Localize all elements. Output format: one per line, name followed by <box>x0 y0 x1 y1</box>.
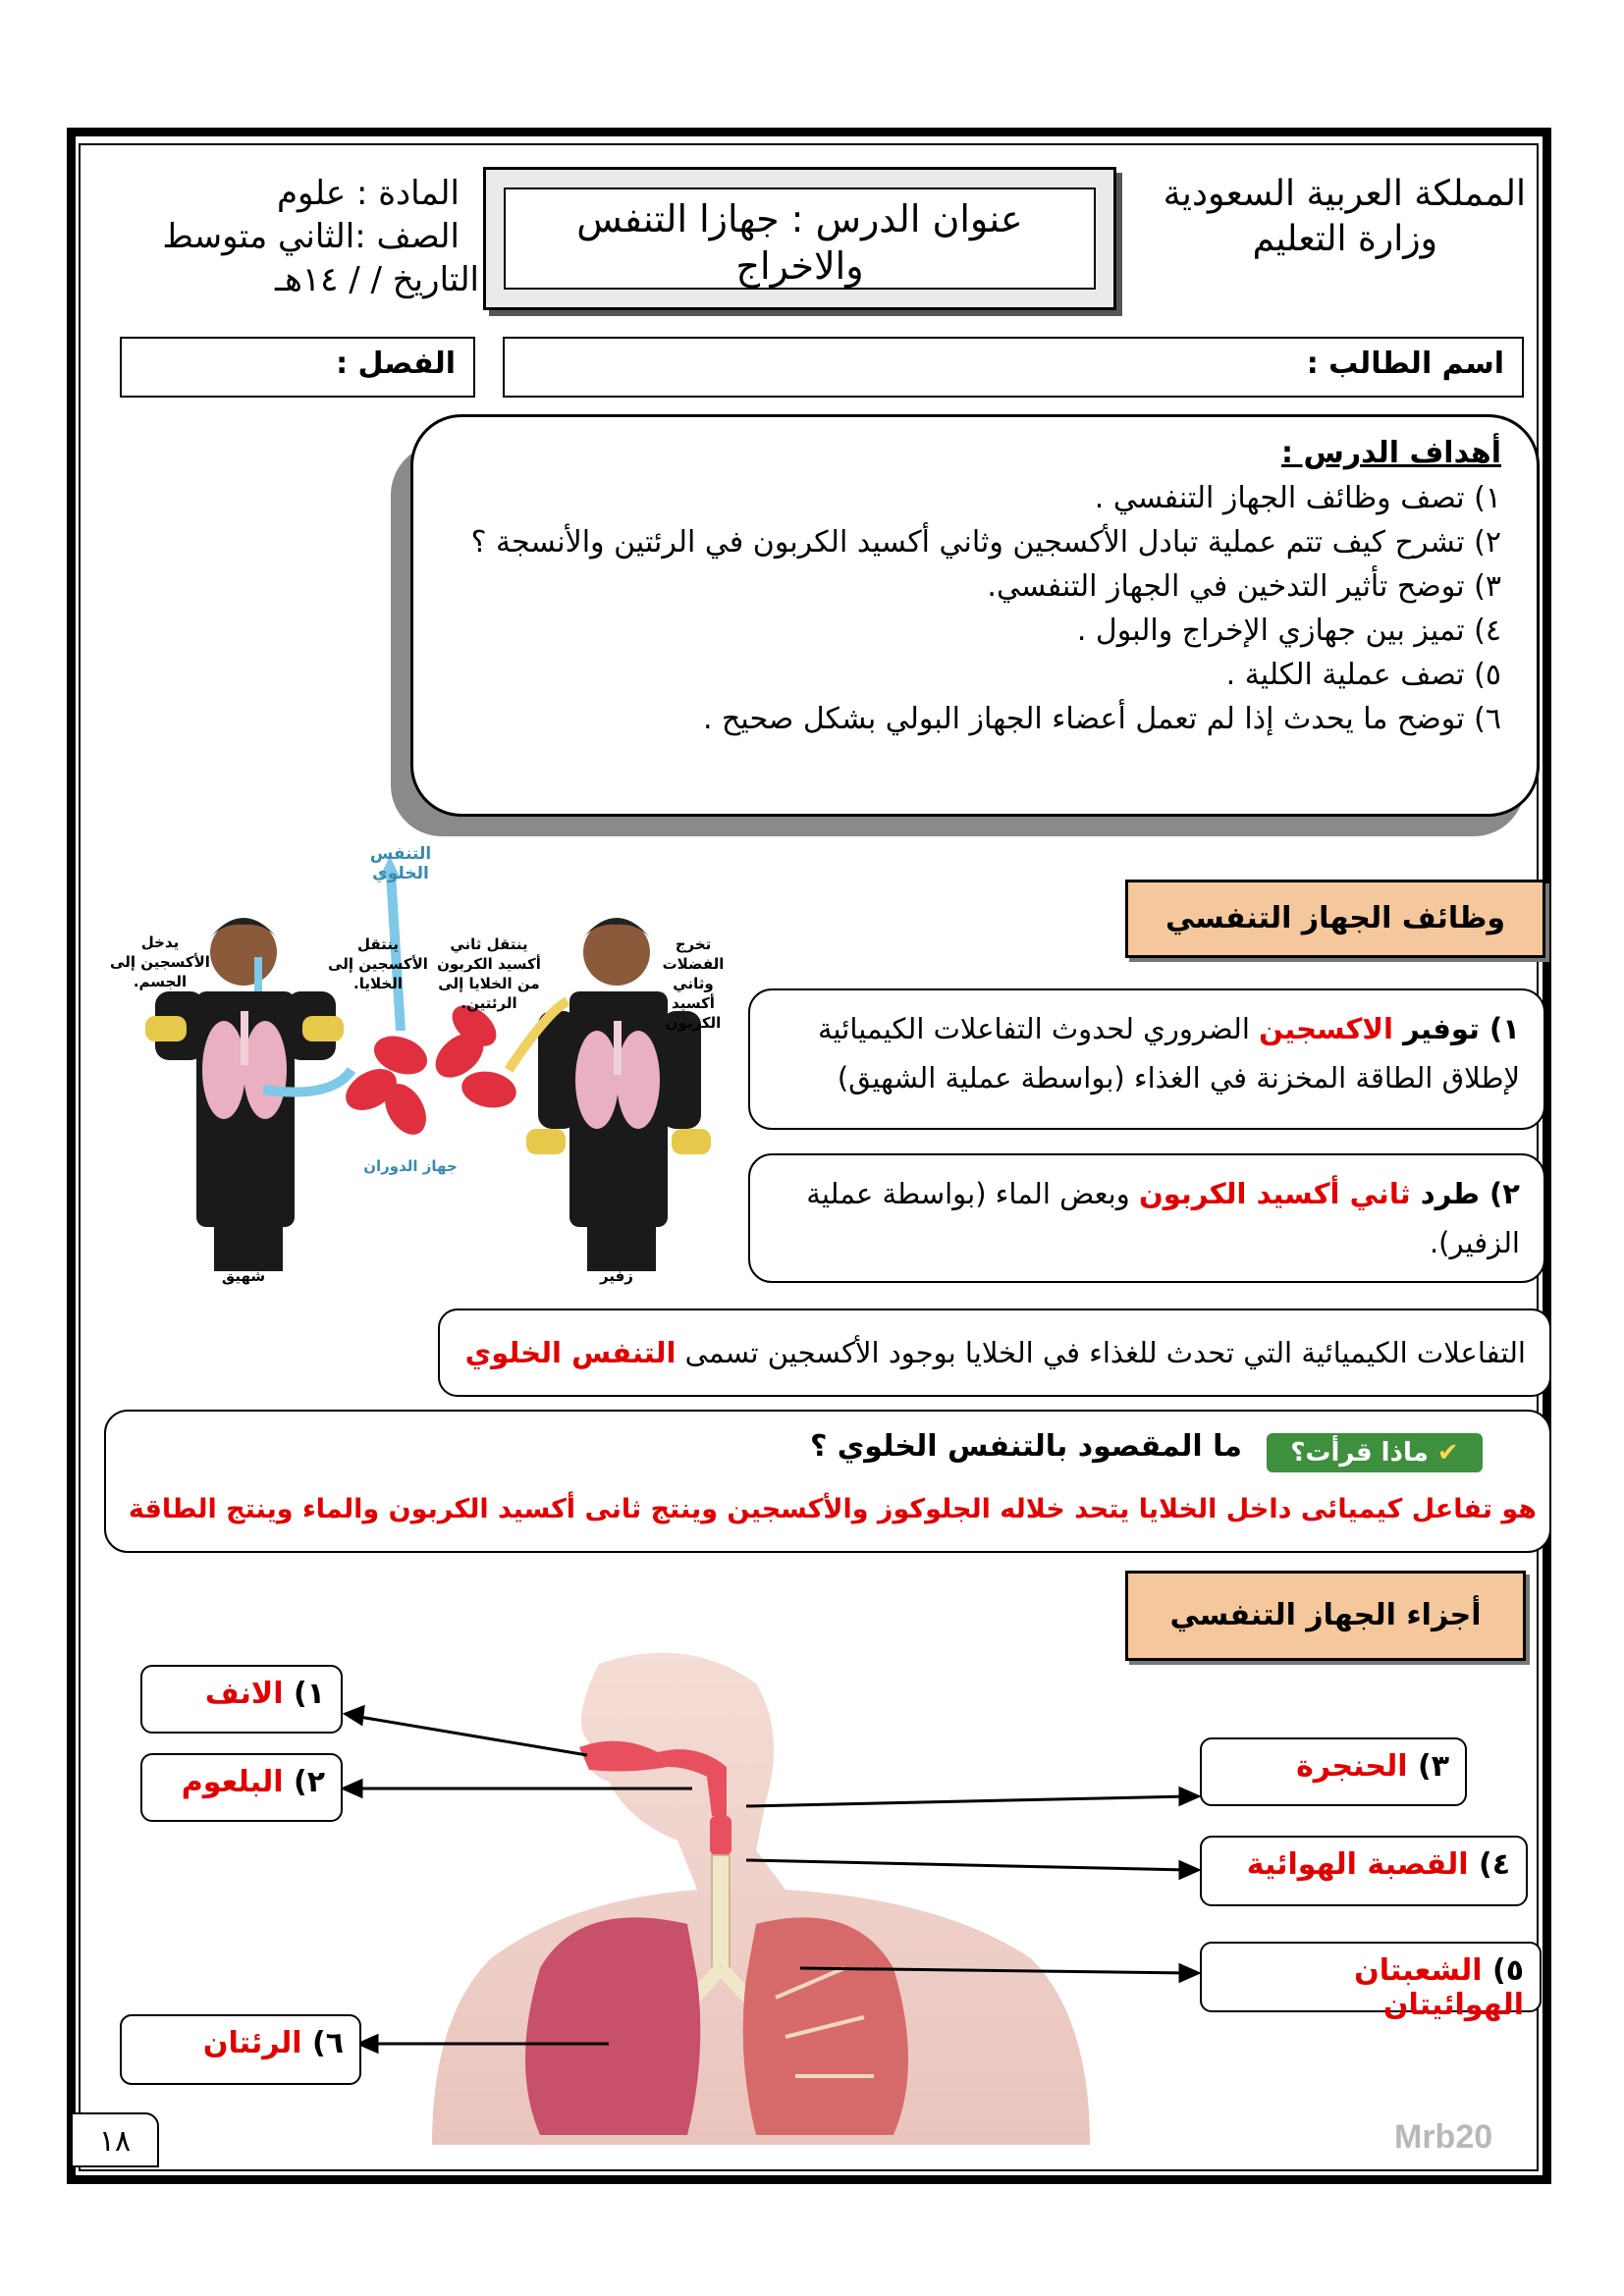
figure-inhale-label: شهيق <box>221 1267 266 1285</box>
function-2-keyword: ثاني أكسيد الكربون <box>1138 1177 1411 1210</box>
figure-oxygen-enters-label: يدخل الأكسجين إلى الجسم. <box>110 934 210 990</box>
part-name-3: الحنجرة <box>1296 1749 1408 1784</box>
part-num-3: ٣) <box>1417 1749 1449 1784</box>
goal-item-5: ٥) تصف عملية الكلية . <box>1225 658 1501 692</box>
functions-heading: وظائف الجهاز التنفسي <box>1164 901 1506 935</box>
figure-circulatory-label: جهاز الدوران <box>363 1157 458 1175</box>
part-num-4: ٤) <box>1478 1847 1510 1882</box>
part-num-5: ٥) <box>1491 1953 1524 1988</box>
reading-check-question: ما المقصود بالتنفس الخلوي ؟ <box>809 1429 1242 1464</box>
lesson-title: عنوان الدرس : جهازا التنفس والاخراج <box>504 187 1096 290</box>
part-name-6: الرئتان <box>202 2026 302 2060</box>
grade-text: الصف :الثاني متوسط <box>162 217 460 256</box>
part-num-2: ٢) <box>293 1765 325 1799</box>
badge-label: ماذا قرأت؟ <box>1290 1438 1429 1468</box>
figure-waste-out-label: تخرج الفضلات وثاني أكسيد الكربون <box>662 935 725 1032</box>
part-label-5 <box>1200 1942 1542 2022</box>
definition-keyword: التنفس الخلوي <box>464 1336 677 1369</box>
class-label: الفصل : <box>336 347 456 381</box>
function-1-keyword: الاكسجين <box>1259 1012 1393 1045</box>
part-label-6 <box>120 2014 361 2085</box>
part-num-6: ٦) <box>311 2026 344 2060</box>
page-number: ١٨ <box>71 2112 159 2167</box>
function-1-prefix: ١) توفير <box>1392 1012 1520 1045</box>
reading-check-answer: هو تفاعل كيميائى داخل الخلايا يتحد خلاله الجلوكوز والأكسجين وينتج ثانى أكسيد الكربون والماء وينتج الطاقة <box>128 1494 1537 1524</box>
goal-item-1: ١) تصف وظائف الجهاز التنفسي . <box>1094 481 1501 515</box>
goals-heading: أهداف الدرس : <box>1281 436 1501 470</box>
part-num-1: ١) <box>293 1677 325 1711</box>
goal-item-4: ٤) تميز بين جهازي الإخراج والبول . <box>1076 614 1501 648</box>
check-icon: ✔ <box>1436 1438 1459 1468</box>
watermark: Mrb20 <box>1394 2118 1493 2156</box>
student-name-label: اسم الطالب : <box>1306 347 1504 381</box>
goal-item-2: ٢) تشرح كيف تتم عملية تبادل الأكسجين وثاني أكسيد الكربون في الرئتين والأنسجة ؟ <box>470 525 1501 560</box>
goal-item-3: ٣) توضح تأثير التدخين في الجهاز التنفسي. <box>987 569 1501 604</box>
part-name-1: الانف <box>204 1677 284 1711</box>
figure-co2-to-lungs-label: ينتقل ثاني أكسيد الكربون من الخلايا إلى الرئتين. <box>437 935 541 1012</box>
part-name-2: البلعوم <box>181 1765 284 1799</box>
part-name-4: القصبة الهوائية <box>1246 1847 1469 1882</box>
function-2-prefix: ٢) طرد <box>1410 1177 1520 1210</box>
figure-cell-resp-label: التنفس الخلوي <box>369 844 432 883</box>
parts-heading: أجزاء الجهاز التنفسي <box>1169 1598 1482 1632</box>
part-label-1 <box>140 1665 343 1734</box>
part-label-4 <box>1200 1836 1528 1906</box>
function-2-text: وبعض الماء (بواسطة عملية الزفير). <box>806 1177 1520 1259</box>
date-text: التاريخ / / ١٤هـ <box>274 260 479 299</box>
part-label-3 <box>1200 1737 1467 1806</box>
part-name-5: الشعبتان الهوائيتان <box>1354 1953 1524 2022</box>
figure-oxygen-to-cells-label: ينتقل الأكسجين إلى الخلايا. <box>328 935 428 992</box>
figure-exhale-label: زفير <box>600 1267 633 1285</box>
definition-text: التفاعلات الكيميائية التي تحدث للغذاء في الخلايا بوجود الأكسجين تسمى <box>676 1336 1526 1369</box>
kingdom-text: المملكة العربية السعودية <box>1163 174 1526 214</box>
part-label-2 <box>140 1753 343 1822</box>
goal-item-6: ٦) توضح ما يحدث إذا لم تعمل أعضاء الجهاز البولي بشكل صحيح . <box>702 702 1501 736</box>
ministry-text: وزارة التعليم <box>1252 219 1437 259</box>
function-1-text: الضروري لحدوث التفاعلات الكيميائية لإطلاق الطاقة المخزنة في الغذاء (بواسطة عملية الشهيق) <box>818 1012 1520 1095</box>
subject-text: المادة : علوم <box>276 174 460 213</box>
